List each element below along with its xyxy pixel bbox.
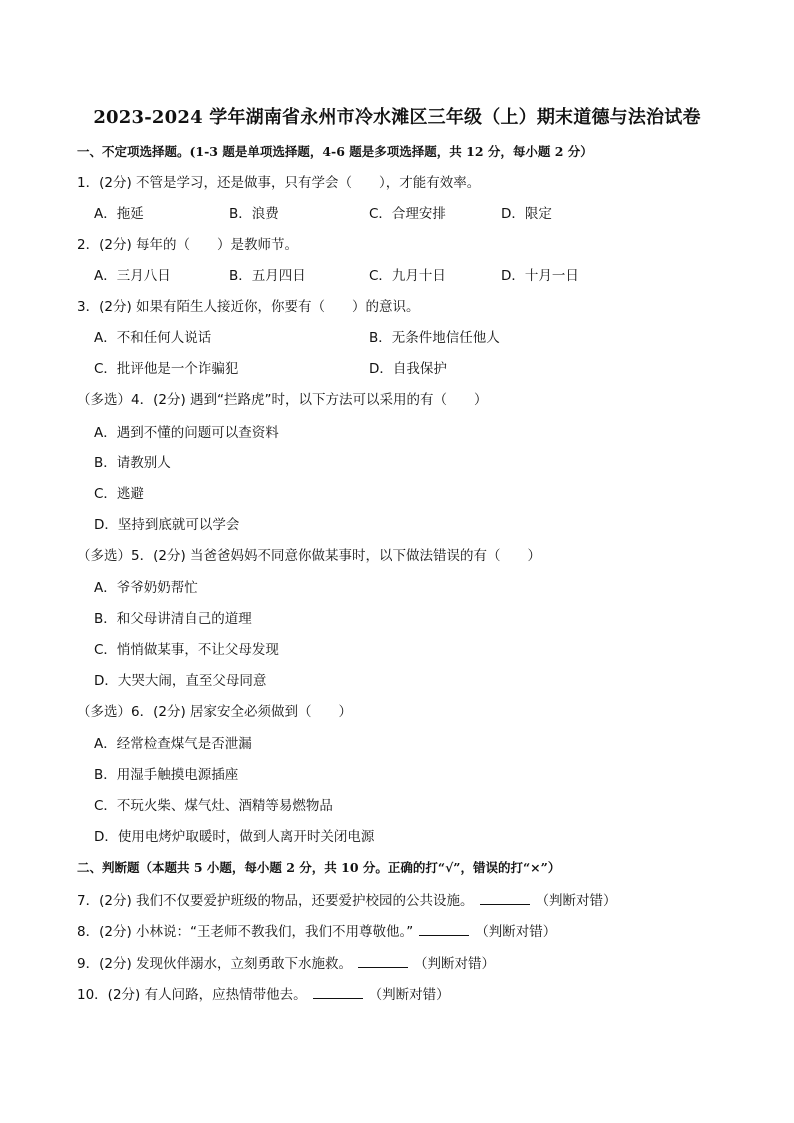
answer-blank (313, 984, 363, 999)
question-7-stem: 7．(2分) 我们不仅要爱护班级的物品，还要爱护校园的公共设施。 (77, 893, 474, 909)
question-2-option-c: C．九月十日 (369, 268, 446, 284)
question-10 (77, 984, 450, 1005)
question-6-stem: （多选）6．(2分) 居家安全必须做到（ ） (77, 704, 353, 720)
question-9-tail: （判断对错） (414, 956, 496, 972)
question-4-option-c: C．逃避 (94, 486, 144, 502)
question-6-option-c: C．不玩火柴、煤气灶、酒精等易燃物品 (94, 798, 333, 814)
question-1-option-d: D．限定 (501, 206, 552, 222)
question-2-option-d: D．十月一日 (501, 268, 579, 284)
question-5-option-d: D．大哭大闹，直至父母同意 (94, 673, 267, 689)
answer-blank (480, 890, 530, 905)
question-8-tail: （判断对错） (475, 924, 557, 940)
question-4-option-b: B．请教别人 (94, 455, 171, 471)
section-heading-choice: 一、不定项选择题。(1-3 题是单项选择题，4-6 题是多项选择题，共 12 分，每小题 2 分） (77, 144, 593, 159)
question-5-option-a: A．爷爷奶奶帮忙 (94, 580, 198, 596)
question-2-option-a: A．三月八日 (94, 268, 171, 284)
question-6-option-d: D．使用电烤炉取暖时，做到人离开时关闭电源 (94, 829, 375, 845)
question-5-option-b: B．和父母讲清自己的道理 (94, 611, 252, 627)
page-title: 2023-2024 学年湖南省永州市冷水滩区三年级（上）期末道德与法治试卷 (93, 107, 701, 128)
question-7-tail: （判断对错） (535, 893, 617, 909)
question-3-option-c: C．批评他是一个诈骗犯 (94, 361, 239, 377)
question-10-stem: 10．(2分) 有人问路，应热情带他去。 (77, 987, 307, 1003)
question-4-option-d: D．坚持到底就可以学会 (94, 517, 240, 533)
section-heading-judge: 二、判断题（本题共 5 小题，每小题 2 分，共 10 分。正确的打“√”，错误的打“×”） (77, 860, 561, 875)
question-9 (77, 953, 495, 974)
answer-blank (419, 921, 469, 936)
question-7 (77, 890, 617, 911)
question-1-stem: 1．(2分) 不管是学习，还是做事，只有学会（ ），才能有效率。 (77, 175, 481, 191)
question-3-option-b: B．无条件地信任他人 (369, 330, 500, 346)
question-5-option-c: C．悄悄做某事，不让父母发现 (94, 642, 279, 658)
question-10-tail: （判断对错） (368, 987, 450, 1003)
question-6-option-a: A．经常检查煤气是否泄漏 (94, 736, 252, 752)
question-8 (77, 921, 556, 942)
question-1-option-a: A．拖延 (94, 206, 144, 222)
question-1-option-c: C．合理安排 (369, 206, 446, 222)
question-4-stem: （多选）4．(2分) 遇到“拦路虎”时，以下方法可以采用的有（ ） (77, 392, 488, 408)
question-2-stem: 2．(2分) 每年的（ ）是教师节。 (77, 237, 299, 253)
question-2-option-b: B．五月四日 (229, 268, 306, 284)
answer-blank (358, 953, 408, 968)
question-4-option-a: A．遇到不懂的问题可以查资料 (94, 425, 279, 441)
question-3-option-a: A．不和任何人说话 (94, 330, 212, 346)
question-6-option-b: B．用湿手触摸电源插座 (94, 767, 239, 783)
question-1-option-b: B．浪费 (229, 206, 279, 222)
question-5-stem: （多选）5．(2分) 当爸爸妈妈不同意你做某事时，以下做法错误的有（ ） (77, 548, 542, 564)
question-3-stem: 3．(2分) 如果有陌生人接近你，你要有（ ）的意识。 (77, 299, 420, 315)
question-3-option-d: D．自我保护 (369, 361, 447, 377)
question-8-stem: 8．(2分) 小林说：“王老师不教我们，我们不用尊敬他。” (77, 924, 414, 940)
question-9-stem: 9．(2分) 发现伙伴溺水，立刻勇敢下水施救。 (77, 956, 353, 972)
